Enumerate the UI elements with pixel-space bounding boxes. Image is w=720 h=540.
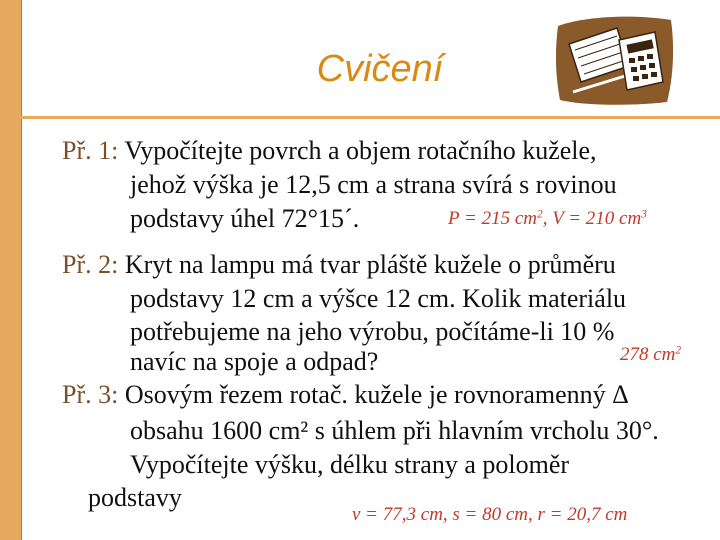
exercise-1-line-1 — [62, 136, 597, 166]
exercise-3-line-3: Vypočítejte výšku, délku strany a poloměr — [130, 450, 570, 479]
slide-title: Cvičení — [316, 48, 444, 90]
calculator-and-notepad-icon — [555, 14, 675, 106]
exercise-2-number: Př. 2: — [62, 250, 119, 279]
exercise-2-line-3: potřebujeme na jeho výrobu, počítáme-li 10 % — [130, 317, 615, 346]
exercise-2-line-4: navíc na spoje a odpad? — [130, 347, 379, 376]
exercise-2-text: Kryt na lampu má tvar pláště kužele o průměru — [124, 250, 616, 279]
exercise-3-line-4: podstavy — [88, 483, 182, 512]
exercise-1-line-2: jehož výška je 12,5 cm a strana svírá s rovinou — [130, 170, 617, 199]
exercise-2-line-2: podstavy 12 cm a výšce 12 cm. Kolik materiálu — [130, 284, 627, 313]
exercise-3-number: Př. 3: — [62, 380, 119, 409]
exercise-3-line-1 — [62, 380, 629, 410]
exercise-1-line-3: podstavy úhel 72°15´. — [130, 204, 360, 233]
exercise-3-text: Osovým řezem rotač. kužele je rovnoramenný Δ — [124, 380, 629, 409]
exercise-1-number: Př. 1: — [62, 136, 119, 165]
exercise-1-text: Vypočítejte povrch a objem rotačního kužele, — [124, 136, 597, 165]
left-accent-bar — [0, 0, 22, 540]
title-divider — [0, 116, 720, 119]
exercise-2-line-1 — [62, 250, 616, 280]
exercise-2-answer: 278 $cm^2$ — [620, 344, 682, 365]
exercise-1-answer: P = 215 $cm^2$, V = 210 $cm^3$ — [448, 208, 647, 229]
exercise-3-line-2: obsahu 1600 cm² s úhlem při hlavním vrcholu 30°. — [130, 416, 659, 445]
exercise-3-answer: v = 77,3 cm, s = 80 cm, r = 20,7 cm — [352, 504, 628, 525]
